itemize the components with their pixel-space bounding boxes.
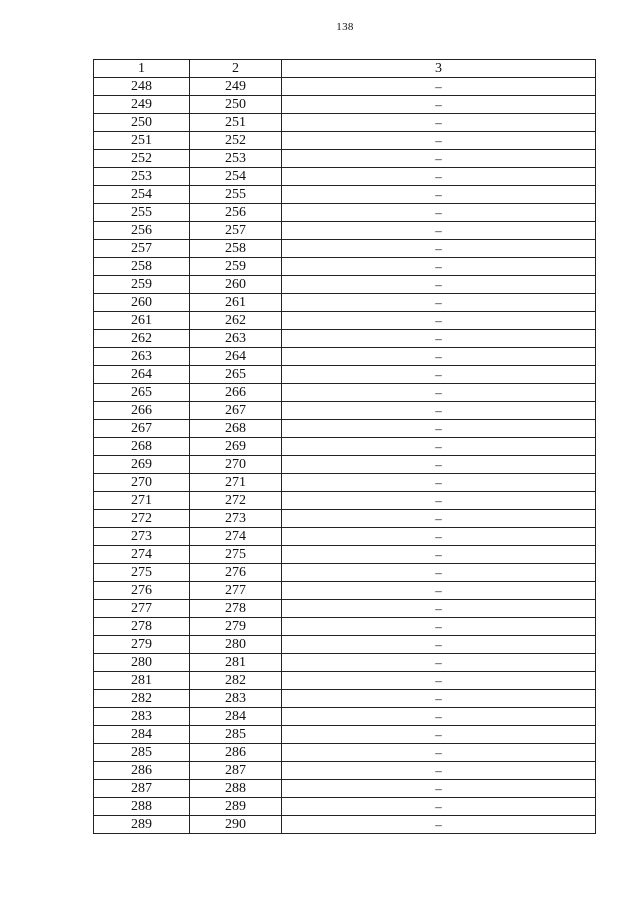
table-cell-col3: – bbox=[282, 600, 596, 618]
table-cell-col1: 273 bbox=[94, 528, 190, 546]
table-cell-col1: 258 bbox=[94, 258, 190, 276]
table-row bbox=[94, 456, 596, 474]
table-cell-col1: 262 bbox=[94, 330, 190, 348]
table-cell-col3: – bbox=[282, 798, 596, 816]
table-row bbox=[94, 150, 596, 168]
table-cell-col3: – bbox=[282, 222, 596, 240]
table-cell-col2: 270 bbox=[190, 456, 282, 474]
table-row bbox=[94, 312, 596, 330]
table-cell-col3: – bbox=[282, 762, 596, 780]
table-row bbox=[94, 96, 596, 114]
table-row bbox=[94, 474, 596, 492]
table-cell-col3: – bbox=[282, 96, 596, 114]
table-row bbox=[94, 510, 596, 528]
table-cell-col1: 248 bbox=[94, 78, 190, 96]
table-row bbox=[94, 762, 596, 780]
table-cell-col2: 274 bbox=[190, 528, 282, 546]
table-cell-col2: 278 bbox=[190, 600, 282, 618]
table-cell-col2: 289 bbox=[190, 798, 282, 816]
table-cell-col3: – bbox=[282, 708, 596, 726]
table-row bbox=[94, 546, 596, 564]
table-cell-col2: 275 bbox=[190, 546, 282, 564]
table-row bbox=[94, 384, 596, 402]
table-row bbox=[94, 582, 596, 600]
table-cell-col3: – bbox=[282, 348, 596, 366]
table-cell-col3: – bbox=[282, 690, 596, 708]
table-cell-col3: – bbox=[282, 474, 596, 492]
table-cell-col2: 253 bbox=[190, 150, 282, 168]
table-cell-col1: 269 bbox=[94, 456, 190, 474]
column-header-2: 2 bbox=[190, 60, 282, 78]
data-table bbox=[93, 59, 596, 834]
table-cell-col1: 285 bbox=[94, 744, 190, 762]
table-cell-col3: – bbox=[282, 366, 596, 384]
table-cell-col1: 260 bbox=[94, 294, 190, 312]
table-row bbox=[94, 186, 596, 204]
table-cell-col1: 274 bbox=[94, 546, 190, 564]
table-cell-col3: – bbox=[282, 636, 596, 654]
table-row bbox=[94, 330, 596, 348]
table-cell-col1: 264 bbox=[94, 366, 190, 384]
table-cell-col3: – bbox=[282, 438, 596, 456]
table-cell-col3: – bbox=[282, 528, 596, 546]
table-row bbox=[94, 636, 596, 654]
table-row bbox=[94, 780, 596, 798]
table-cell-col2: 251 bbox=[190, 114, 282, 132]
table-cell-col2: 258 bbox=[190, 240, 282, 258]
table-cell-col3: – bbox=[282, 132, 596, 150]
table-cell-col2: 265 bbox=[190, 366, 282, 384]
table-cell-col1: 261 bbox=[94, 312, 190, 330]
table-cell-col1: 282 bbox=[94, 690, 190, 708]
table-cell-col3: – bbox=[282, 186, 596, 204]
table-row bbox=[94, 348, 596, 366]
table-cell-col1: 272 bbox=[94, 510, 190, 528]
table-cell-col3: – bbox=[282, 744, 596, 762]
table-row bbox=[94, 78, 596, 96]
table-row bbox=[94, 492, 596, 510]
table-cell-col1: 265 bbox=[94, 384, 190, 402]
table-cell-col2: 263 bbox=[190, 330, 282, 348]
table-cell-col1: 284 bbox=[94, 726, 190, 744]
table-cell-col1: 275 bbox=[94, 564, 190, 582]
table-cell-col2: 282 bbox=[190, 672, 282, 690]
table-cell-col2: 264 bbox=[190, 348, 282, 366]
table-cell-col2: 287 bbox=[190, 762, 282, 780]
table-row bbox=[94, 168, 596, 186]
table-cell-col3: – bbox=[282, 564, 596, 582]
table-cell-col2: 290 bbox=[190, 816, 282, 834]
table-cell-col2: 284 bbox=[190, 708, 282, 726]
table-row bbox=[94, 564, 596, 582]
table-cell-col3: – bbox=[282, 402, 596, 420]
table-cell-col1: 283 bbox=[94, 708, 190, 726]
table-row bbox=[94, 420, 596, 438]
table-body bbox=[94, 78, 596, 834]
table-cell-col3: – bbox=[282, 78, 596, 96]
table-cell-col1: 287 bbox=[94, 780, 190, 798]
table-cell-col1: 250 bbox=[94, 114, 190, 132]
table-cell-col2: 252 bbox=[190, 132, 282, 150]
table-cell-col2: 259 bbox=[190, 258, 282, 276]
table-cell-col1: 253 bbox=[94, 168, 190, 186]
table-cell-col1: 252 bbox=[94, 150, 190, 168]
table-cell-col3: – bbox=[282, 780, 596, 798]
table-cell-col3: – bbox=[282, 456, 596, 474]
table-cell-col1: 278 bbox=[94, 618, 190, 636]
table-cell-col3: – bbox=[282, 240, 596, 258]
table-cell-col1: 288 bbox=[94, 798, 190, 816]
table-row bbox=[94, 204, 596, 222]
table-row bbox=[94, 744, 596, 762]
table-cell-col1: 277 bbox=[94, 600, 190, 618]
table-cell-col2: 269 bbox=[190, 438, 282, 456]
table-cell-col3: – bbox=[282, 654, 596, 672]
table-cell-col2: 286 bbox=[190, 744, 282, 762]
table-cell-col1: 280 bbox=[94, 654, 190, 672]
table-cell-col2: 249 bbox=[190, 78, 282, 96]
table-cell-col3: – bbox=[282, 492, 596, 510]
table-row bbox=[94, 222, 596, 240]
table-cell-col1: 271 bbox=[94, 492, 190, 510]
table-cell-col1: 286 bbox=[94, 762, 190, 780]
table-row bbox=[94, 402, 596, 420]
table-cell-col1: 281 bbox=[94, 672, 190, 690]
table-cell-col2: 255 bbox=[190, 186, 282, 204]
table-cell-col1: 259 bbox=[94, 276, 190, 294]
table-cell-col1: 276 bbox=[94, 582, 190, 600]
table-cell-col3: – bbox=[282, 672, 596, 690]
table-cell-col2: 281 bbox=[190, 654, 282, 672]
table-cell-col2: 271 bbox=[190, 474, 282, 492]
table-cell-col2: 276 bbox=[190, 564, 282, 582]
table-row bbox=[94, 276, 596, 294]
table-cell-col2: 272 bbox=[190, 492, 282, 510]
table-row bbox=[94, 798, 596, 816]
table-cell-col1: 268 bbox=[94, 438, 190, 456]
table-cell-col1: 249 bbox=[94, 96, 190, 114]
table-cell-col3: – bbox=[282, 276, 596, 294]
table-row bbox=[94, 708, 596, 726]
table-cell-col1: 266 bbox=[94, 402, 190, 420]
table-row bbox=[94, 528, 596, 546]
table-cell-col2: 261 bbox=[190, 294, 282, 312]
table-row bbox=[94, 618, 596, 636]
table-cell-col3: – bbox=[282, 384, 596, 402]
table-cell-col3: – bbox=[282, 330, 596, 348]
table-cell-col3: – bbox=[282, 150, 596, 168]
table-row bbox=[94, 816, 596, 834]
table-row bbox=[94, 654, 596, 672]
table-cell-col1: 254 bbox=[94, 186, 190, 204]
table-cell-col3: – bbox=[282, 510, 596, 528]
table-cell-col2: 262 bbox=[190, 312, 282, 330]
table-cell-col3: – bbox=[282, 420, 596, 438]
table-cell-col3: – bbox=[282, 294, 596, 312]
table-cell-col1: 289 bbox=[94, 816, 190, 834]
table-row bbox=[94, 672, 596, 690]
column-header-1: 1 bbox=[94, 60, 190, 78]
table-cell-col1: 267 bbox=[94, 420, 190, 438]
table-cell-col3: – bbox=[282, 312, 596, 330]
table-cell-col3: – bbox=[282, 816, 596, 834]
table-cell-col2: 273 bbox=[190, 510, 282, 528]
table-row bbox=[94, 366, 596, 384]
table-cell-col3: – bbox=[282, 258, 596, 276]
table-cell-col2: 257 bbox=[190, 222, 282, 240]
table-cell-col2: 266 bbox=[190, 384, 282, 402]
table-cell-col1: 257 bbox=[94, 240, 190, 258]
table-row bbox=[94, 294, 596, 312]
table-cell-col2: 280 bbox=[190, 636, 282, 654]
table-cell-col3: – bbox=[282, 168, 596, 186]
table-cell-col2: 250 bbox=[190, 96, 282, 114]
table-row bbox=[94, 726, 596, 744]
table-row bbox=[94, 132, 596, 150]
table-cell-col2: 285 bbox=[190, 726, 282, 744]
table-cell-col3: – bbox=[282, 582, 596, 600]
table-cell-col1: 255 bbox=[94, 204, 190, 222]
table-row bbox=[94, 438, 596, 456]
table-cell-col2: 277 bbox=[190, 582, 282, 600]
table-row bbox=[94, 258, 596, 276]
table-row bbox=[94, 240, 596, 258]
table-cell-col2: 267 bbox=[190, 402, 282, 420]
page-number: 138 bbox=[336, 21, 354, 33]
table-cell-col2: 254 bbox=[190, 168, 282, 186]
table-cell-col1: 279 bbox=[94, 636, 190, 654]
table-cell-col1: 263 bbox=[94, 348, 190, 366]
table-cell-col1: 256 bbox=[94, 222, 190, 240]
table-row bbox=[94, 600, 596, 618]
table-cell-col1: 270 bbox=[94, 474, 190, 492]
column-header-3: 3 bbox=[282, 60, 596, 78]
table-cell-col3: – bbox=[282, 726, 596, 744]
table-row bbox=[94, 114, 596, 132]
header-row bbox=[94, 60, 596, 78]
table-cell-col2: 268 bbox=[190, 420, 282, 438]
table-cell-col3: – bbox=[282, 114, 596, 132]
table-cell-col1: 251 bbox=[94, 132, 190, 150]
table-cell-col3: – bbox=[282, 618, 596, 636]
table-cell-col2: 260 bbox=[190, 276, 282, 294]
table-cell-col2: 288 bbox=[190, 780, 282, 798]
table-row bbox=[94, 690, 596, 708]
table-cell-col2: 283 bbox=[190, 690, 282, 708]
table-cell-col3: – bbox=[282, 546, 596, 564]
table-cell-col2: 256 bbox=[190, 204, 282, 222]
table-cell-col3: – bbox=[282, 204, 596, 222]
table-cell-col2: 279 bbox=[190, 618, 282, 636]
